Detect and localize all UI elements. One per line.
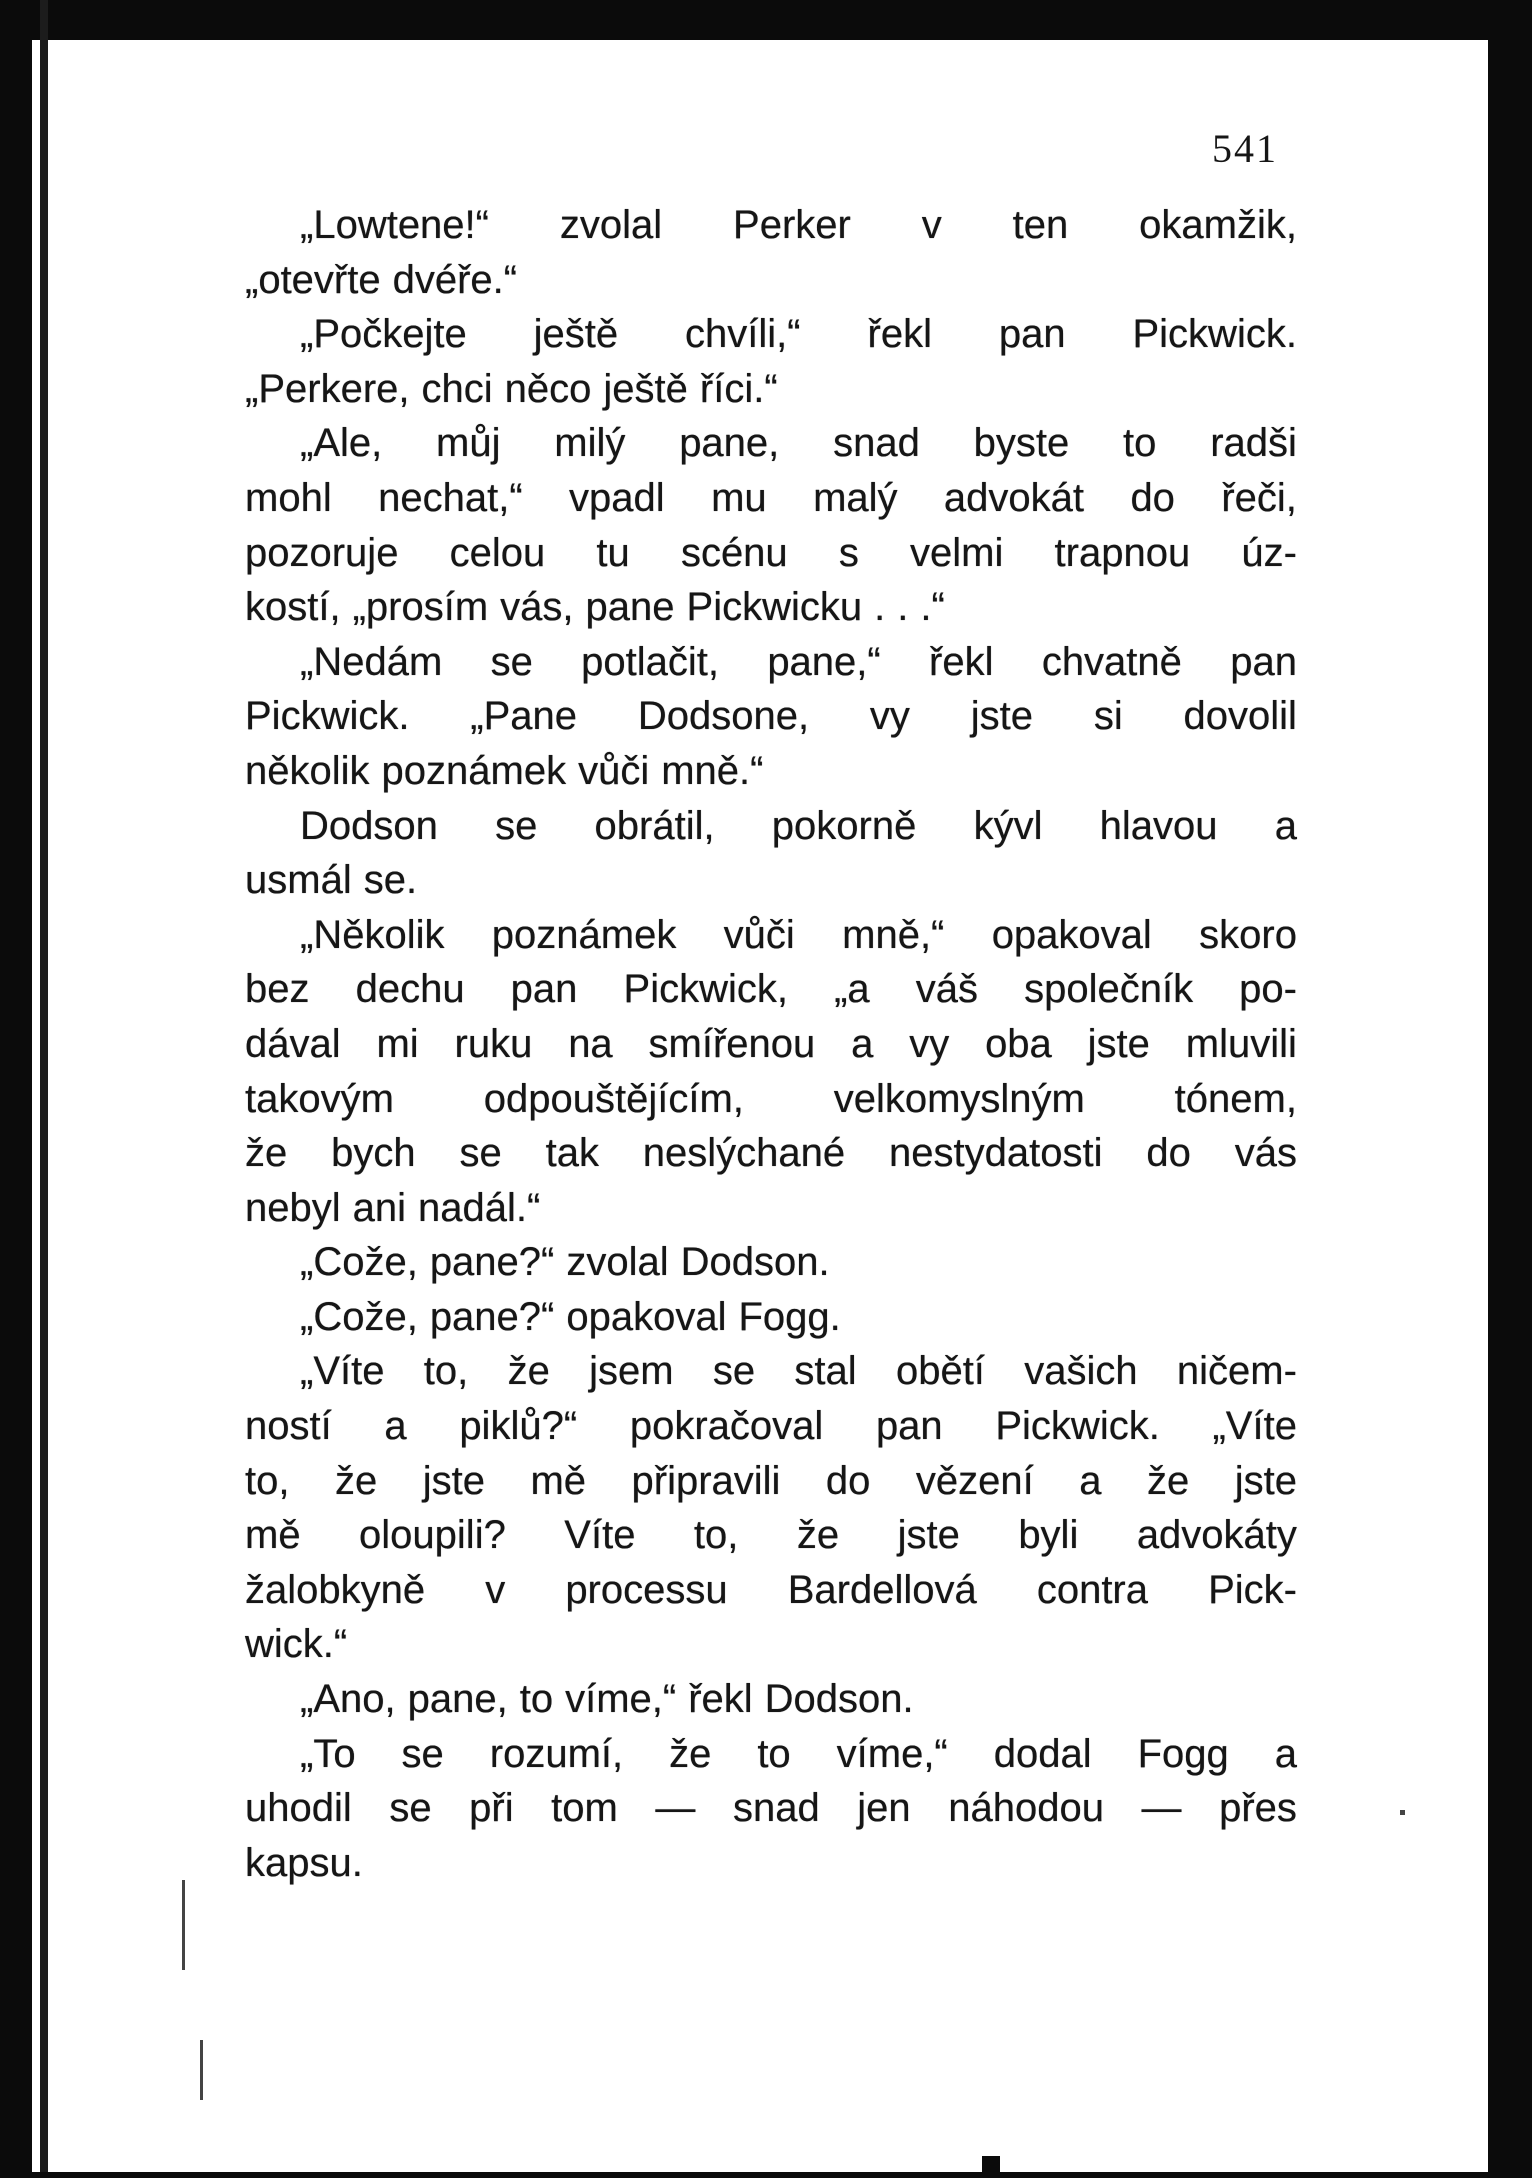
- word: oloupili?: [359, 1513, 506, 1558]
- scan-speck: [200, 2040, 203, 2100]
- word: jen: [857, 1786, 911, 1831]
- word: mi: [376, 1021, 419, 1066]
- word: chci: [421, 366, 493, 411]
- word: tak: [545, 1131, 599, 1176]
- word: mně.“: [661, 748, 764, 793]
- text-line: [245, 1617, 1297, 1672]
- word: že: [334, 1458, 378, 1503]
- word: tom: [551, 1786, 618, 1831]
- word: ností: [245, 1404, 332, 1449]
- text-line: [245, 1781, 1297, 1836]
- word: do: [825, 1458, 871, 1503]
- word: se: [495, 803, 538, 848]
- word: to,: [423, 1349, 469, 1394]
- word: nechat,“: [378, 475, 523, 520]
- word: „Perkere,: [245, 366, 410, 411]
- word: jste: [897, 1513, 960, 1558]
- word: Pickwick.: [995, 1404, 1160, 1449]
- word: to: [757, 1731, 791, 1776]
- word: s: [838, 530, 859, 575]
- text-line: [245, 580, 1297, 635]
- word: byli: [1018, 1513, 1079, 1558]
- word: .“: [920, 585, 945, 630]
- text-line: [245, 416, 1297, 471]
- word: opakoval: [991, 912, 1152, 957]
- word: na: [568, 1021, 613, 1066]
- word: skoro: [1199, 912, 1297, 957]
- word: dodal: [993, 1731, 1092, 1776]
- word: něco: [504, 366, 592, 411]
- word: pane?“: [429, 1240, 555, 1285]
- word: pan: [875, 1404, 943, 1449]
- word: pan: [1230, 639, 1297, 684]
- text-line: [245, 1836, 1297, 1891]
- scan-speck: [182, 1880, 185, 1970]
- word: ten: [1012, 203, 1069, 247]
- word: pan: [510, 967, 578, 1012]
- word: vpadl: [569, 475, 665, 520]
- word: „Počkejte: [300, 312, 467, 357]
- word: při: [469, 1786, 514, 1831]
- word: náhodou: [948, 1786, 1104, 1831]
- word: Fogg.: [738, 1294, 841, 1339]
- word: že: [1146, 1458, 1190, 1503]
- word: „Lowtene!“: [300, 203, 489, 247]
- text-line: [245, 198, 1297, 253]
- word: se: [712, 1349, 756, 1394]
- word: bych: [331, 1131, 416, 1176]
- word: mě: [245, 1513, 301, 1558]
- word: —: [655, 1786, 696, 1831]
- word: advokáty: [1136, 1513, 1297, 1558]
- page-number: 541: [1212, 126, 1278, 171]
- word: Dodson: [300, 803, 438, 848]
- word: „a: [834, 967, 870, 1012]
- word: pane: [585, 585, 675, 630]
- word: pozoruje: [245, 530, 399, 575]
- word: mluvili: [1185, 1021, 1297, 1066]
- word: Dodsone,: [637, 694, 810, 739]
- word: wick.“: [245, 1622, 348, 1667]
- word: „Několik: [300, 912, 445, 957]
- word: mu: [711, 475, 767, 520]
- word: to: [519, 1677, 554, 1722]
- word: zvolal: [559, 203, 663, 247]
- word: kostí,: [245, 585, 341, 630]
- text-line: [245, 962, 1297, 1017]
- word: vašich: [1024, 1349, 1138, 1394]
- word: připravili: [631, 1458, 781, 1503]
- word: odpouštějícím,: [483, 1076, 744, 1121]
- text-line: [245, 1399, 1297, 1454]
- word: Perker: [733, 203, 851, 247]
- word: ještě: [533, 312, 619, 357]
- word: pane,“: [767, 639, 881, 684]
- word: řekl: [929, 639, 994, 684]
- scan-gutter-shadow: [40, 0, 48, 2178]
- word: smířenou: [648, 1021, 816, 1066]
- word: vůči: [578, 748, 650, 793]
- text-line: [245, 362, 1297, 417]
- text-line: [245, 526, 1297, 581]
- word: scénu: [680, 530, 788, 575]
- word: Pickwick.: [1132, 312, 1297, 357]
- word: v: [921, 203, 942, 247]
- word: ničem-: [1176, 1349, 1297, 1394]
- word: „Víte: [1212, 1404, 1297, 1449]
- word: a: [384, 1404, 407, 1449]
- word: v: [485, 1567, 506, 1612]
- text-line: [245, 744, 1297, 799]
- word: a: [1274, 803, 1297, 848]
- word: ani: [352, 1185, 407, 1230]
- word: neslýchané: [642, 1131, 846, 1176]
- word: snad: [732, 1786, 820, 1831]
- word: jste: [422, 1458, 485, 1503]
- word: Fogg: [1137, 1731, 1229, 1776]
- word: vězení: [915, 1458, 1034, 1503]
- text-line: [245, 1126, 1297, 1181]
- word: tu: [596, 530, 630, 575]
- text-line: [245, 307, 1297, 362]
- word: několik: [245, 748, 370, 793]
- text-line: [245, 689, 1297, 744]
- word: poznámek: [491, 912, 677, 957]
- word: pokračoval: [629, 1404, 824, 1449]
- word: přes: [1219, 1786, 1297, 1831]
- word: dvéře.“: [392, 257, 518, 302]
- word: to: [1123, 421, 1157, 466]
- word: vás: [1234, 1131, 1297, 1176]
- word: vůči: [723, 912, 795, 957]
- word: vy: [869, 694, 910, 739]
- word: to,: [693, 1513, 739, 1558]
- word: vy: [909, 1021, 950, 1066]
- word: váš: [915, 967, 978, 1012]
- text-line: [245, 853, 1297, 908]
- word: „prosím: [352, 585, 489, 630]
- text-line: [245, 799, 1297, 854]
- word: chvíli,“: [685, 312, 801, 357]
- word: se: [401, 1731, 444, 1776]
- word: usmál: [245, 858, 352, 903]
- text-line: [245, 1727, 1297, 1782]
- word: velmi: [910, 530, 1004, 575]
- word: radši: [1210, 421, 1297, 466]
- scan-border-top: [0, 0, 1532, 40]
- word: malý: [813, 475, 898, 520]
- text-line: [245, 1508, 1297, 1563]
- word: ještě: [603, 366, 688, 411]
- text-line: [245, 1344, 1297, 1399]
- word: milý: [554, 421, 626, 466]
- text-line: [245, 1181, 1297, 1236]
- text-line: [245, 908, 1297, 963]
- text-line: [245, 1017, 1297, 1072]
- scan-speck: [1400, 1810, 1405, 1815]
- word: mě: [530, 1458, 587, 1503]
- word: obrátil,: [594, 803, 715, 848]
- word: pane,: [679, 421, 780, 466]
- word: dechu: [355, 967, 465, 1012]
- word: pane,: [407, 1677, 508, 1722]
- scan-border-right: [1488, 0, 1532, 2178]
- text-line: [245, 1672, 1297, 1727]
- word: Pickwicku: [686, 585, 863, 630]
- word: se.: [363, 858, 418, 903]
- word: „Cože,: [300, 1240, 418, 1285]
- word: „Víte: [300, 1349, 385, 1394]
- word: jste: [1087, 1021, 1150, 1066]
- word: se: [490, 639, 533, 684]
- text-line: [245, 1290, 1297, 1345]
- word: contra: [1036, 1567, 1148, 1612]
- word: „Cože,: [300, 1294, 418, 1339]
- word: „Ale,: [300, 421, 383, 466]
- word: obětí: [895, 1349, 985, 1394]
- word: hlavou: [1099, 803, 1218, 848]
- word: říci.“: [699, 366, 778, 411]
- word: dával: [245, 1021, 341, 1066]
- word: vás,: [500, 585, 574, 630]
- page-text: [245, 198, 1297, 1890]
- word: do: [1146, 1131, 1191, 1176]
- word: Pick-: [1208, 1567, 1297, 1612]
- word: a: [851, 1021, 874, 1066]
- word: to,: [245, 1458, 290, 1503]
- text-line: [245, 1072, 1297, 1127]
- word: nebyl: [245, 1185, 341, 1230]
- word: že: [245, 1131, 288, 1176]
- word: poznámek: [381, 748, 567, 793]
- word: oba: [985, 1021, 1052, 1066]
- word: úz-: [1241, 530, 1297, 575]
- word: .: [897, 585, 909, 630]
- word: že: [507, 1349, 550, 1394]
- word: velkomyslným: [833, 1076, 1085, 1121]
- word: Pickwick.: [245, 694, 410, 739]
- word: Bardellová: [787, 1567, 977, 1612]
- word: jsem: [589, 1349, 674, 1394]
- word: „Nedám: [300, 639, 443, 684]
- word: .: [874, 585, 886, 630]
- word: zvolal: [566, 1240, 669, 1285]
- word: okamžik,: [1139, 203, 1297, 247]
- scan-artifact: [982, 2156, 1000, 2172]
- text-line: [245, 1235, 1297, 1290]
- word: stal: [794, 1349, 857, 1394]
- word: se: [389, 1786, 432, 1831]
- word: Víte: [564, 1513, 636, 1558]
- word: „Ano,: [300, 1677, 396, 1722]
- word: že: [796, 1513, 840, 1558]
- word: processu: [565, 1567, 728, 1612]
- word: snad: [833, 421, 920, 466]
- text-line: [245, 471, 1297, 526]
- word: trapnou: [1054, 530, 1191, 575]
- word: opakoval: [566, 1294, 727, 1339]
- word: rozumí,: [489, 1731, 624, 1776]
- word: mně,“: [842, 912, 945, 957]
- word: bez: [245, 967, 310, 1012]
- word: jste: [970, 694, 1033, 739]
- word: byste: [973, 421, 1070, 466]
- text-line: [245, 253, 1297, 308]
- word: po-: [1239, 967, 1297, 1012]
- scan-border-bottom: [0, 2172, 1532, 2178]
- word: ruku: [454, 1021, 533, 1066]
- word: řekl: [688, 1677, 753, 1722]
- word: pokorně: [771, 803, 917, 848]
- word: kývl: [973, 803, 1043, 848]
- word: a: [1274, 1731, 1297, 1776]
- word: tónem,: [1174, 1076, 1297, 1121]
- word: advokát: [943, 475, 1085, 520]
- word: si: [1093, 694, 1123, 739]
- text-line: [245, 1563, 1297, 1618]
- word: Dodson.: [680, 1240, 830, 1285]
- word: piklů?“: [459, 1404, 578, 1449]
- word: nadál.“: [418, 1185, 541, 1230]
- word: mohl: [245, 475, 332, 520]
- word: uhodil: [245, 1786, 352, 1831]
- word: Dodson.: [764, 1677, 914, 1722]
- word: pan: [998, 312, 1066, 357]
- word: že: [669, 1731, 712, 1776]
- word: společník: [1024, 967, 1194, 1012]
- word: víme,“: [836, 1731, 948, 1776]
- word: dovolil: [1183, 694, 1297, 739]
- word: chvatně: [1041, 639, 1182, 684]
- word: —: [1141, 1786, 1182, 1831]
- word: můj: [436, 421, 501, 466]
- word: nestydatosti: [889, 1131, 1103, 1176]
- word: řekl: [867, 312, 932, 357]
- word: jste: [1234, 1458, 1297, 1503]
- word: víme,“: [565, 1677, 677, 1722]
- word: kapsu.: [245, 1840, 363, 1885]
- word: žalobkyně: [245, 1567, 426, 1612]
- word: takovým: [245, 1076, 394, 1121]
- word: pane?“: [429, 1294, 555, 1339]
- text-line: [245, 1454, 1297, 1509]
- word: „To: [300, 1731, 356, 1776]
- scan-border-left: [0, 0, 32, 2178]
- word: se: [459, 1131, 502, 1176]
- word: „otevřte: [245, 257, 381, 302]
- word: řeči,: [1221, 475, 1297, 520]
- word: potlačit,: [581, 639, 719, 684]
- word: do: [1130, 475, 1175, 520]
- word: celou: [449, 530, 546, 575]
- word: Pickwick,: [623, 967, 788, 1012]
- text-line: [245, 635, 1297, 690]
- word: a: [1079, 1458, 1102, 1503]
- word: „Pane: [470, 694, 578, 739]
